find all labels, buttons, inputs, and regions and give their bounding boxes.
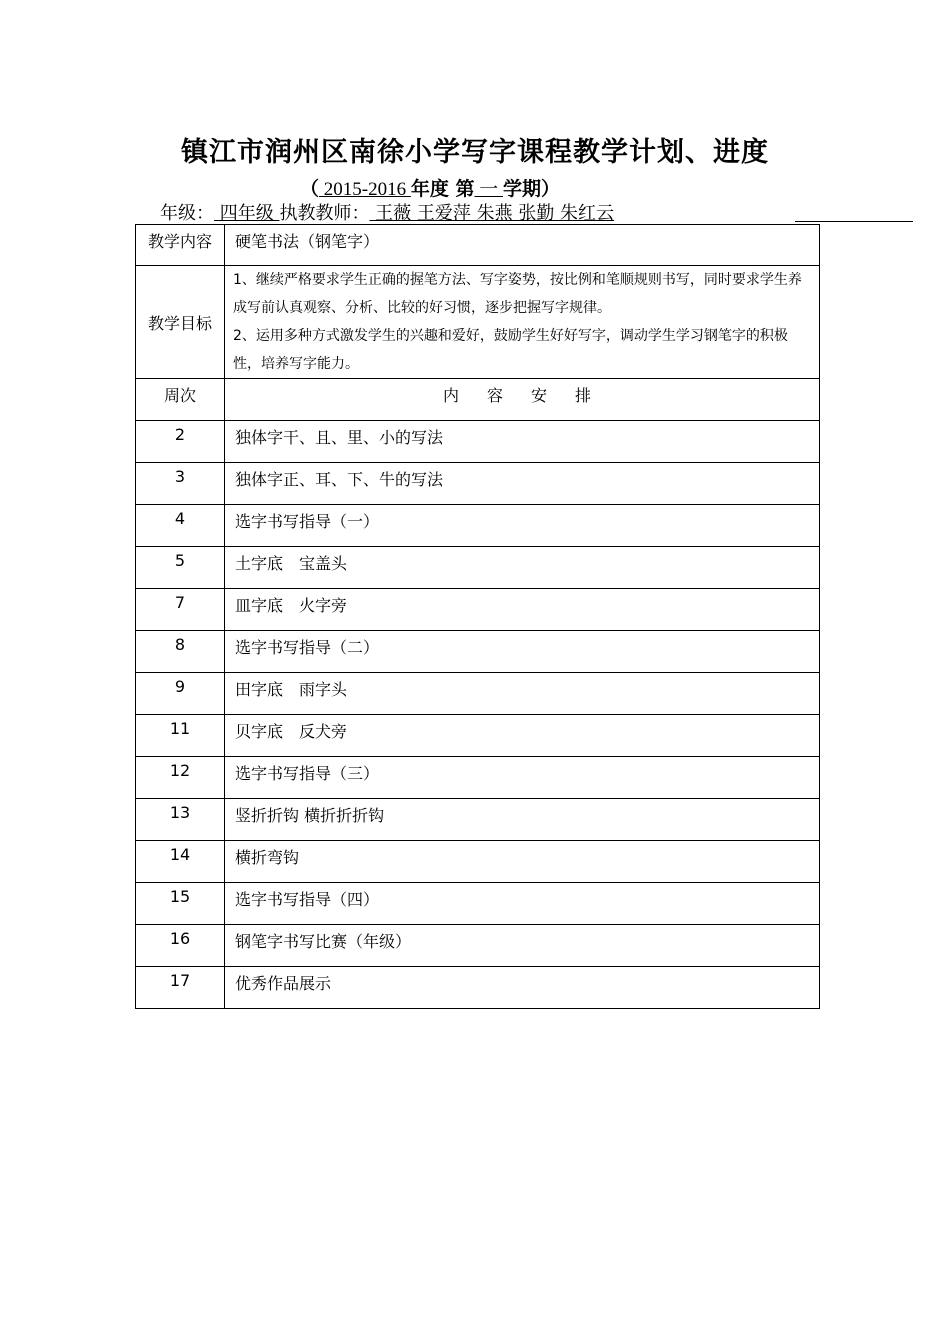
table-row [136, 547, 820, 589]
lesson-content: 独体字正、耳、下、牛的写法 [225, 463, 820, 505]
week-number: 7 [136, 589, 225, 631]
week-number: 14 [136, 841, 225, 883]
content-label: 教学内容 [136, 225, 225, 266]
table-row [136, 883, 820, 925]
table-row [136, 505, 820, 547]
week-number: 4 [136, 505, 225, 547]
content-row [136, 225, 820, 266]
schedule-label: 内容安排 [225, 379, 820, 421]
goal-value [225, 266, 820, 379]
meta-underline-extension [795, 221, 913, 222]
week-number: 15 [136, 883, 225, 925]
table-row [136, 673, 820, 715]
page-title: 镇江市润州区南徐小学写字课程教学计划、进度 [181, 137, 769, 168]
lesson-content: 竖折折钩 横折折折钩 [225, 799, 820, 841]
grade-teacher-line [160, 199, 614, 225]
goal-row [136, 266, 820, 379]
week-number: 8 [136, 631, 225, 673]
lesson-content: 田字底 雨字头 [225, 673, 820, 715]
schedule-header-row [136, 379, 820, 421]
table-row [136, 925, 820, 967]
lesson-content: 皿字底 火字旁 [225, 589, 820, 631]
lesson-content: 选字书写指导（三） [225, 757, 820, 799]
goal-item-1: 1、继续严格要求学生正确的握笔方法、写字姿势，按比例和笔顺规则书写，同时要求学生养成写前认真观察、分析、比较的好习惯，逐步把握写字规律。 [233, 272, 802, 316]
table-row [136, 799, 820, 841]
table-row [136, 715, 820, 757]
week-number: 12 [136, 757, 225, 799]
lesson-content: 优秀作品展示 [225, 967, 820, 1009]
goal-item-2: 2、运用多种方式激发学生的兴趣和爱好，鼓励学生好好写字，调动学生学习钢笔字的积极性，培养写字能力。 [233, 328, 788, 372]
week-number: 5 [136, 547, 225, 589]
table-row [136, 631, 820, 673]
week-number: 9 [136, 673, 225, 715]
week-number: 2 [136, 421, 225, 463]
subtitle-open: （ [300, 178, 320, 200]
term-number: 一 [474, 179, 503, 200]
lesson-content: 选字书写指导（一） [225, 505, 820, 547]
term-subtitle [300, 174, 560, 201]
week-number: 13 [136, 799, 225, 841]
goal-label: 教学目标 [136, 266, 225, 379]
table-row [136, 841, 820, 883]
table-row [136, 421, 820, 463]
lesson-content: 选字书写指导（四） [225, 883, 820, 925]
table-row [136, 967, 820, 1009]
grade-value: 四年级 [214, 203, 280, 224]
lesson-content: 选字书写指导（二） [225, 631, 820, 673]
teacher-label: 执教教师： [279, 203, 370, 224]
grade-label: 年级： [160, 203, 214, 224]
teacher-value: 王薇 王爱萍 朱燕 张勤 朱红云 [369, 203, 615, 224]
table-row [136, 589, 820, 631]
content-value: 硬笔书法（钢笔字） [225, 225, 820, 266]
lesson-content: 贝字底 反犬旁 [225, 715, 820, 757]
week-number: 3 [136, 463, 225, 505]
lesson-content: 独体字干、且、里、小的写法 [225, 421, 820, 463]
table-row [136, 757, 820, 799]
week-number: 17 [136, 967, 225, 1009]
term-suffix: 学期） [502, 178, 560, 200]
week-number: 11 [136, 715, 225, 757]
week-number: 16 [136, 925, 225, 967]
lesson-content: 横折弯钩 [225, 841, 820, 883]
school-year: 2015-2016 [319, 179, 411, 200]
week-label: 周次 [136, 379, 225, 421]
year-suffix: 年度 第 [410, 178, 475, 200]
lesson-content: 钢笔字书写比赛（年级） [225, 925, 820, 967]
lesson-content: 土字底 宝盖头 [225, 547, 820, 589]
teaching-plan-table [135, 224, 820, 1009]
table-row [136, 463, 820, 505]
